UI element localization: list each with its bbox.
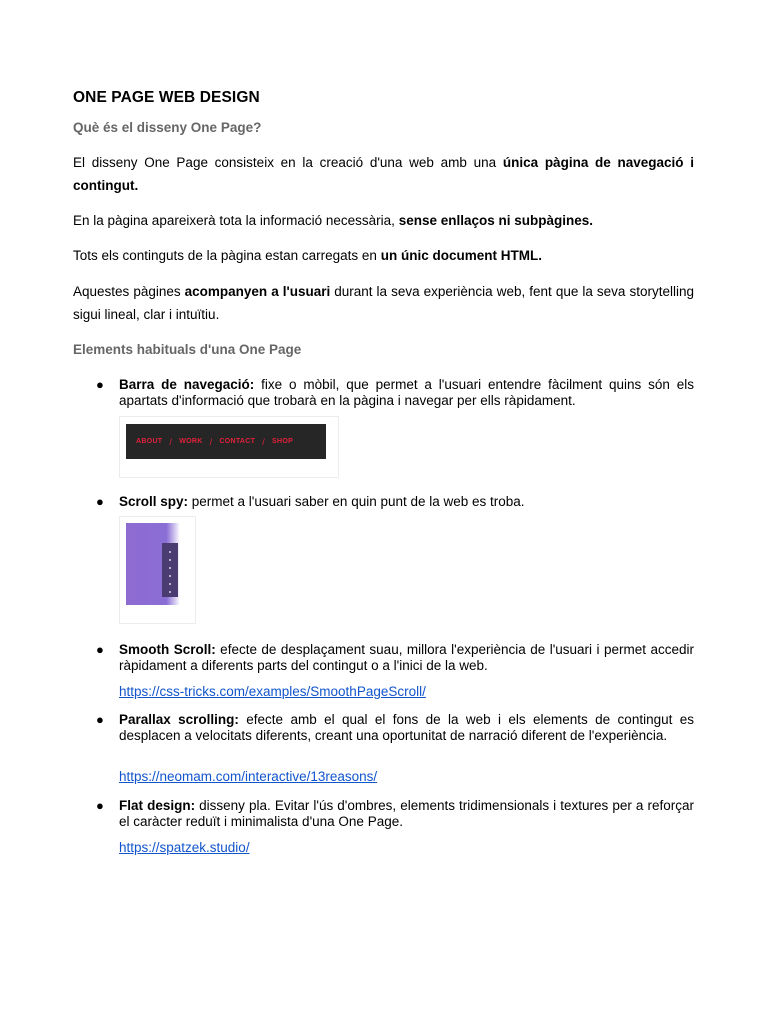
navbar-item-about: ABOUT — [136, 438, 163, 445]
flat-design-link[interactable]: https://spatzek.studio/ — [119, 840, 250, 855]
list-item-text — [119, 798, 694, 829]
navbar-item-contact: CONTACT — [219, 438, 256, 445]
paragraph-experience — [73, 280, 694, 326]
paragraph-info — [73, 209, 694, 232]
scrollspy-dot — [169, 559, 171, 561]
navbar-separator: / — [262, 436, 266, 447]
list-item-text — [119, 377, 694, 408]
navbar-item-work: WORK — [179, 438, 203, 445]
paragraph-text: Aquestes pàgines — [73, 284, 185, 299]
bullet-icon: ● — [96, 377, 104, 392]
scrollspy-dot — [169, 551, 171, 553]
paragraph-bold: un únic document HTML. — [380, 248, 542, 263]
paragraph-text: El disseny One Page consisteix en la creació d'una web amb una — [73, 155, 503, 170]
paragraph-bold: sense enllaços ni subpàgines. — [398, 213, 594, 228]
bullet-icon: ● — [96, 712, 104, 727]
scrollspy-dot — [169, 575, 171, 577]
page-title: ONE PAGE WEB DESIGN — [73, 89, 260, 106]
navbar-example — [126, 424, 326, 459]
list-item-term: Barra de navegació: — [119, 377, 255, 392]
section-heading-elements: Elements habituals d'una One Page — [73, 342, 302, 357]
list-item-term: Flat design: — [119, 798, 196, 813]
scrollspy-dot — [169, 591, 171, 593]
scrollspy-dot — [169, 567, 171, 569]
paragraph-text: Tots els continguts de la pàgina estan carregats en — [73, 248, 381, 263]
list-item-term: Scroll spy: — [119, 494, 189, 509]
paragraph-definition — [73, 151, 694, 197]
scrollspy-indicator — [162, 543, 178, 597]
list-item-text — [119, 494, 694, 510]
list-item-description: efecte amb el qual el fons de la web i els elements de contingut es desplacen a velocitats diferents, creant una oportunitat de narració diferent de l'experiència. — [119, 712, 694, 743]
navbar-example-image — [119, 416, 339, 478]
parallax-link[interactable]: https://neomam.com/interactive/13reasons/ — [119, 769, 378, 784]
list-item-description: disseny pla. Evitar l'ús d'ombres, elements tridimensionals i textures per a reforçar el caràcter reduït i minimalista d'una One Page. — [119, 798, 694, 829]
paragraph-bold: única pàgina de navegació i contingut. — [73, 155, 694, 193]
list-item-description: efecte de desplaçament suau, millora l'experiència de l'usuari i permet accedir ràpidament a diferents parts del contingut o a l'inici de la web. — [119, 642, 694, 673]
bullet-icon: ● — [96, 642, 104, 657]
bullet-icon: ● — [96, 798, 104, 813]
list-item-term: Parallax scrolling: — [119, 712, 239, 727]
scrollspy-background — [126, 523, 180, 605]
navbar-item-shop: SHOP — [272, 438, 294, 445]
paragraph-text: durant la seva experiència web, fent que la seva storytelling sigui lineal, clar i intuïtiu. — [73, 284, 694, 322]
smooth-scroll-link[interactable]: https://css-tricks.com/examples/SmoothPageScroll/ — [119, 684, 426, 699]
list-item-description: fixe o mòbil, que permet a l'usuari entendre fàcilment quins són els apartats d'informació que trobarà en la pàgina i navegar per ells ràpidament. — [119, 377, 694, 408]
navbar-separator: / — [209, 436, 213, 447]
bullet-icon: ● — [96, 494, 104, 509]
list-item-text — [119, 712, 694, 743]
list-item-description: permet a l'usuari saber en quin punt de la web es troba. — [188, 494, 525, 509]
navbar-separator: / — [169, 436, 173, 447]
paragraph-html — [73, 244, 694, 267]
scrollspy-example-image — [119, 516, 196, 624]
list-item-text — [119, 642, 694, 673]
paragraph-bold: acompanyen a l'usuari — [184, 284, 331, 299]
section-heading-what-is: Què és el disseny One Page? — [73, 120, 262, 135]
list-item-term: Smooth Scroll: — [119, 642, 216, 657]
scrollspy-dot — [169, 583, 171, 585]
paragraph-text: En la pàgina apareixerà tota la informació necessària, — [73, 213, 399, 228]
